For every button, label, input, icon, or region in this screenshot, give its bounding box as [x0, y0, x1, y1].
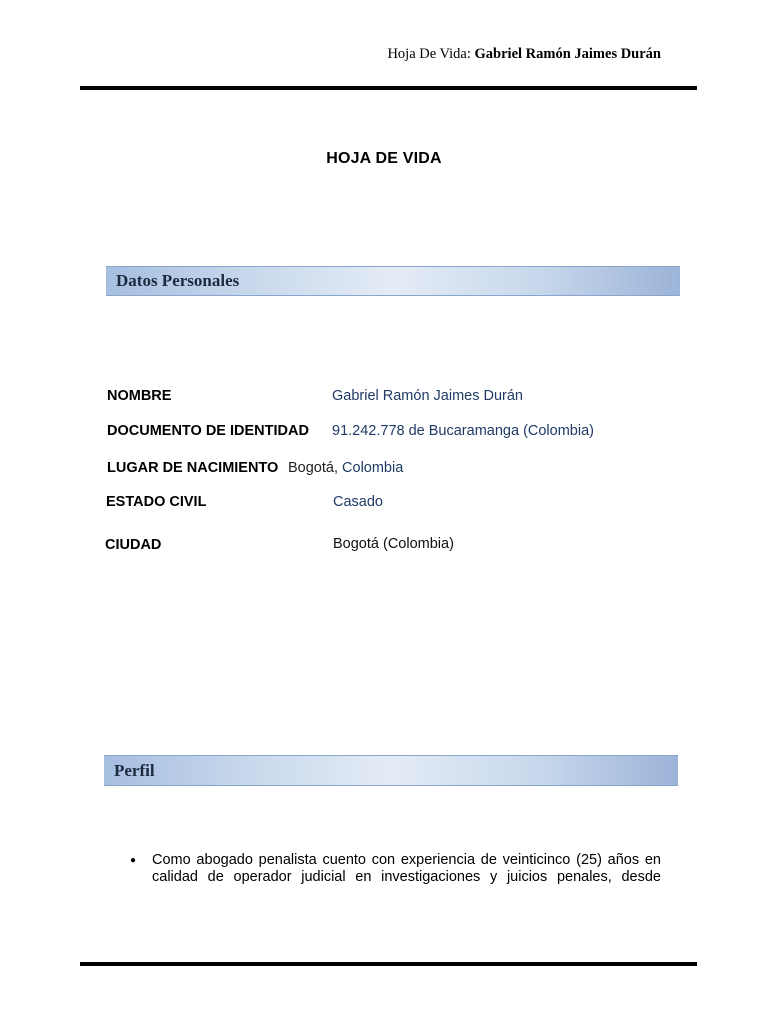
- running-header-name: Gabriel Ramón Jaimes Durán: [474, 46, 661, 62]
- perfil-bullet-text: Como abogado penalista cuento con experiencia de veinticinco (25) años en calidad de operador judicial en investigaciones y juicios penales, desde: [152, 852, 661, 885]
- value-lugar-nacimiento-city: Bogotá: [288, 460, 334, 476]
- value-lugar-nacimiento-separator: ,: [333, 460, 343, 476]
- label-estado-civil: ESTADO CIVIL: [106, 494, 207, 510]
- document-title: HOJA DE VIDA: [326, 150, 442, 167]
- label-documento-identidad: DOCUMENTO DE IDENTIDAD: [107, 423, 309, 439]
- value-lugar-nacimiento-country: Colombia: [342, 460, 404, 476]
- label-lugar-nacimiento: LUGAR DE NACIMIENTO: [107, 460, 279, 476]
- label-ciudad: CIUDAD: [105, 537, 162, 553]
- value-documento-identidad: 91.242.778 de Bucaramanga (Colombia): [332, 423, 594, 439]
- value-ciudad: Bogotá (Colombia): [333, 536, 454, 552]
- bullet-icon: ●: [130, 855, 137, 866]
- running-header-prefix: Hoja De Vida:: [387, 46, 471, 62]
- value-nombre: Gabriel Ramón Jaimes Durán: [332, 388, 523, 404]
- section-title-perfil: Perfil: [114, 760, 155, 780]
- value-estado-civil: Casado: [333, 494, 383, 510]
- label-nombre: NOMBRE: [107, 388, 172, 404]
- section-title-datos-personales: Datos Personales: [116, 271, 240, 290]
- section-header-perfil: [104, 755, 678, 786]
- header-rule: [80, 86, 697, 90]
- section-header-datos-personales: [106, 266, 680, 296]
- value-lugar-nacimiento: [288, 460, 403, 476]
- running-header: [0, 46, 661, 63]
- footer-rule: [80, 962, 697, 966]
